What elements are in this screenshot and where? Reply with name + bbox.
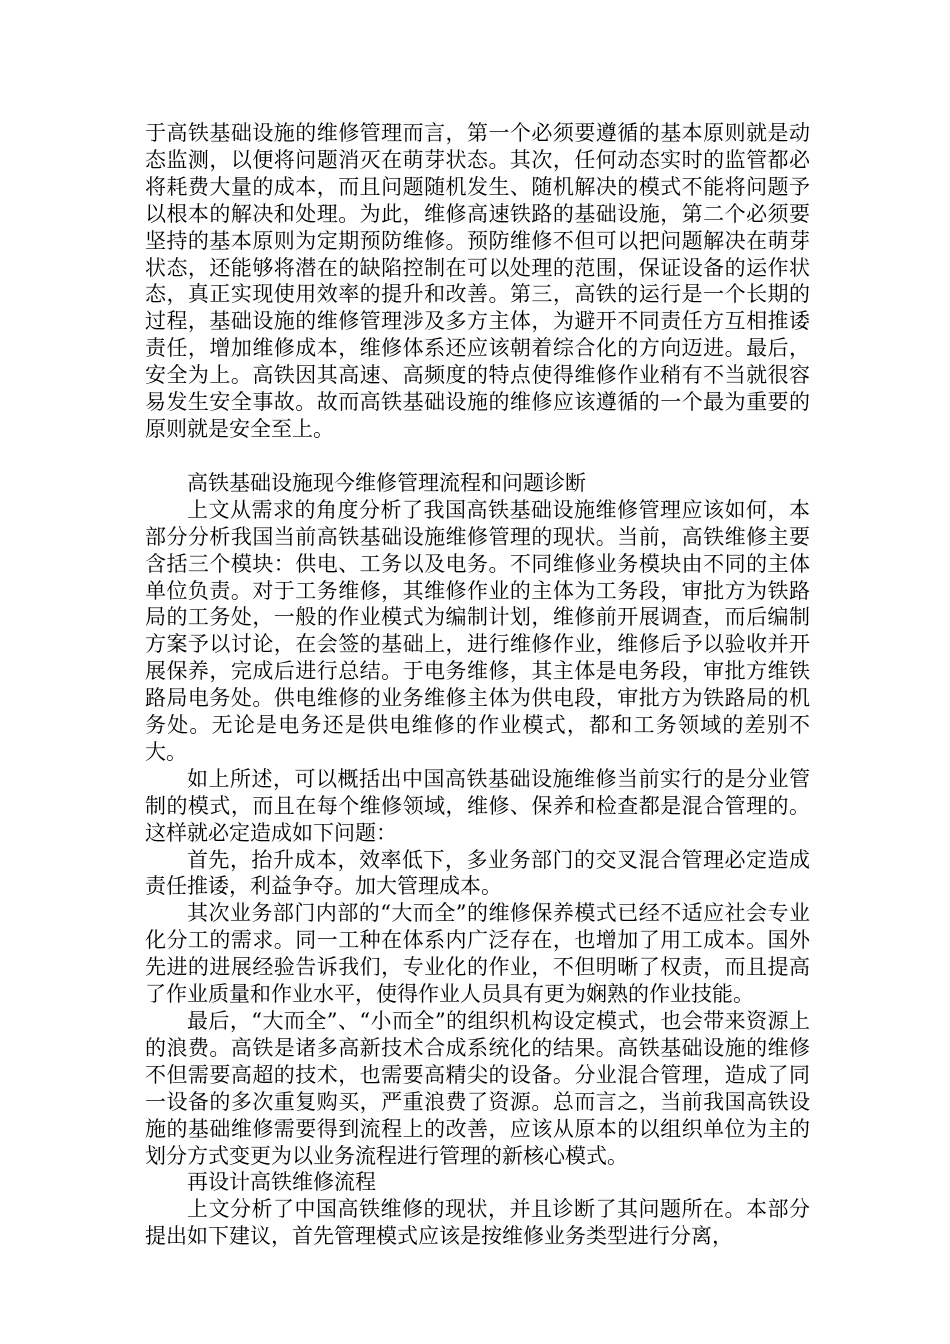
paragraph-gap: [145, 443, 810, 470]
paragraph-problem-last: 最后，“大而全”、“小而全”的组织机构设定模式，也会带来资源上的浪费。高铁是诸多高新技术合成系统化的结果。高铁基础设施的维修不但需要高超的技术，也需要高精尖的设备。分业混合管理，造成了同一设备的多次重复购买，严重浪费了资源。总而言之，当前我国高铁设施的基础维修需要得到流程上的改善，应该从原本的以组织单位为主的划分方式变更为以业务流程进行管理的新核心模式。: [145, 1009, 810, 1168]
paragraph-problem-first: 首先，抬升成本，效率低下，多业务部门的交叉混合管理必定造成责任推诿，利益争夺。加大管理成本。: [145, 847, 810, 899]
document-page: [145, 120, 810, 1250]
paragraph-principles: 于高铁基础设施的维修管理而言，第一个必须要遵循的基本原则就是动态监测，以便将问题消灭在萌芽状态。其次，任何动态实时的监管都必将耗费大量的成本，而且问题随机发生、随机解决的模式不能将问题予以根本的解决和处理。为此，维修高速铁路的基础设施，第二个必须要坚持的基本原则为定期预防维修。预防维修不但可以把问题解决在萌芽状态，还能够将潜在的缺陷控制在可以处理的范围，保证设备的运作状态，真正实现使用效率的提升和改善。第三，高铁的运行是一个长期的过程，基础设施的维修管理涉及多方主体，为避开不同责任方互相推诿责任，增加维修成本，维修体系还应该朝着综合化的方向迈进。最后，安全为上。高铁因其高速、高频度的特点使得维修作业稍有不当就很容易发生安全事故。故而高铁基础设施的维修应该遵循的一个最为重要的原则就是安全至上。: [145, 121, 810, 441]
paragraph-summary: 如上所述，可以概括出中国高铁基础设施维修当前实行的是分业管制的模式，而且在每个维修领域，维修、保养和检查都是混合管理的。这样就必定造成如下问题：: [145, 766, 810, 845]
paragraph-redesign-intro: 上文分析了中国高铁维修的现状，并且诊断了其问题所在。本部分提出如下建议，首先管理模式应该是按维修业务类型进行分离，: [145, 1197, 810, 1249]
section-heading-redesign: 再设计高铁维修流程: [187, 1170, 376, 1195]
paragraph-current-status: 上文从需求的角度分析了我国高铁基础设施维修管理应该如何，本部分分析我国当前高铁基础设施维修管理的现状。当前，高铁维修主要含括三个模块：供电、工务以及电务。不同维修业务模块由不同的主体单位负责。对于工务维修，其维修作业的主体为工务段，审批方为铁路局的工务处，一般的作业模式为编制计划，维修前开展调查，而后编制方案予以讨论，在会签的基础上，进行维修作业，维修后予以验收并开展保养，完成后进行总结。于电务维修，其主体是电务段，审批方维铁路局电务处。供电维修的业务维修主体为供电段，审批方为铁路局的机务处。无论是电务还是供电维修的作业模式，都和工务领域的差别不大。: [145, 497, 810, 764]
paragraph-problem-second: 其次业务部门内部的“大而全”的维修保养模式已经不适应社会专业化分工的需求。同一工种在体系内广泛存在，也增加了用工成本。国外先进的进展经验告诉我们，专业化的作业，不但明晰了权责，而且提高了作业质量和作业水平，使得作业人员具有更为娴熟的作业技能。: [145, 901, 810, 1007]
section-heading-current-process: 高铁基础设施现今维修管理流程和问题诊断: [187, 470, 586, 495]
